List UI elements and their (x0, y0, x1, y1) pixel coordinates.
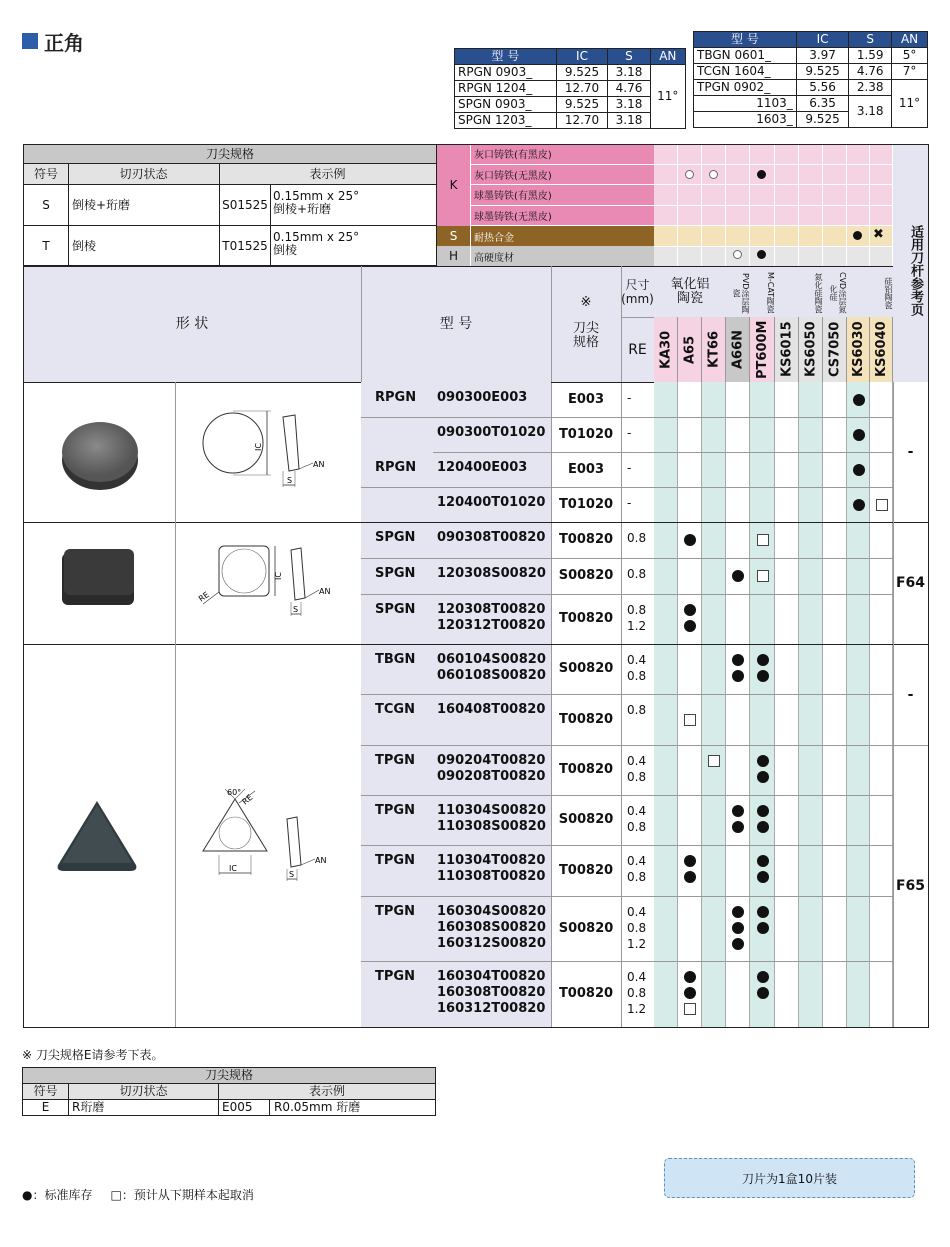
svg-text:AN: AN (319, 587, 331, 596)
row-model: 160304T00820 (437, 969, 546, 984)
row-edge: T01020 (558, 496, 614, 512)
pack-text: 刀片为1盒10片装 (742, 1171, 837, 1186)
grade-ks6015: KS6015 (779, 321, 795, 378)
th-s: S (608, 49, 650, 65)
grade-kt66: KT66 (706, 330, 722, 369)
th-an: AN (650, 49, 685, 65)
row-model: 060104S00820 (437, 652, 546, 667)
row-re: 0.4 (627, 804, 647, 818)
svg-text:RE: RE (240, 792, 255, 807)
row-model: 090300E003 (437, 390, 528, 405)
row-model: 090204T00820 (437, 753, 546, 768)
header-note: ※ (580, 295, 592, 310)
th-ex: 表示例 (219, 1084, 436, 1100)
row-re: 1.2 (627, 619, 647, 633)
title-text: 正角 (44, 30, 84, 55)
cell-code: E005 (222, 1100, 270, 1115)
svg-text:IC: IC (254, 443, 263, 451)
cell: RPGN 1204_ (455, 81, 557, 97)
cell: SPGN 1203_ (455, 113, 557, 129)
cell: SPGN 0903_ (455, 97, 557, 113)
header-shape: 形 状 (175, 316, 209, 332)
legend-standard: ●：标准库存 (22, 1188, 93, 1202)
row-model: 120400T01020 (437, 495, 546, 510)
mat-h-item: 高硬度材 (474, 252, 514, 264)
row-model: 160308S00820 (437, 920, 546, 935)
cell: 9.525 (556, 65, 608, 81)
svg-text:RE: RE (196, 590, 211, 604)
holder-page-r: - (907, 444, 914, 460)
row-re: 0.8 (627, 669, 647, 683)
row-model: 120400E003 (437, 460, 528, 475)
cell-s: 3.18 (849, 96, 892, 128)
row-re: 0.4 (627, 970, 647, 984)
row-re: 0.8 (627, 986, 647, 1000)
mat-k-item: 球墨铸铁(有黑皮) (470, 185, 654, 206)
row-re: 0.8 (627, 703, 647, 717)
svg-text:AN: AN (313, 460, 325, 469)
row-re: 0.8 (627, 531, 647, 545)
header-cvd: CVD涂层氮化硅 (829, 272, 847, 314)
th-symbol: 符号 (33, 167, 58, 181)
holder-page-tp: F65 (895, 878, 926, 894)
row-re: 0.8 (627, 870, 647, 884)
row-model: 120308T00820 (437, 602, 546, 617)
header-alumina: 氧化铝 陶瓷 (670, 277, 710, 306)
e-table-title: 刀尖规格 (23, 1068, 436, 1084)
th-state: 切刃状态 (69, 1084, 219, 1100)
square-insert-drawing (195, 538, 345, 623)
row-model: 120312T00820 (437, 618, 546, 633)
svg-text:S: S (293, 605, 299, 614)
pack-note (664, 1158, 915, 1198)
row-edge: S00820 (558, 812, 614, 827)
cell: TPGN 0902_ (694, 80, 797, 96)
cell: 9.525 (796, 64, 849, 80)
cell: TCGN 1604_ (694, 64, 797, 80)
th-s: S (849, 32, 892, 48)
header-sin: 氮化硅陶瓷 (814, 273, 823, 313)
row-series: SPGN (375, 602, 416, 617)
mat-s-item: 耐热合金 (474, 232, 514, 244)
row-series: TPGN (375, 904, 415, 919)
round-insert-image (55, 410, 145, 495)
svg-text:AN: AN (315, 856, 327, 865)
holder-page-tb: - (907, 686, 914, 703)
header-pvd: PVD涂层陶瓷 (732, 272, 750, 314)
row-series: TPGN (375, 853, 415, 868)
edge-sym: S (42, 198, 50, 212)
row-model: 060108S00820 (437, 668, 546, 683)
th-example: 表示例 (309, 167, 346, 181)
th-model: 型 号 (455, 49, 557, 65)
svg-text:S: S (289, 870, 295, 879)
row-model: 110308S00820 (437, 819, 546, 834)
round-insert-drawing (195, 405, 345, 495)
header-model: 型 号 (439, 316, 473, 332)
row-series: TPGN (375, 753, 415, 768)
cell: 3.97 (796, 48, 849, 64)
th-state: 切刃状态 (119, 167, 168, 181)
row-edge: T00820 (558, 986, 614, 1001)
edge-ex1: 0.15mm x 25° (273, 189, 360, 203)
mat-h-label: H (448, 249, 459, 263)
cell: 3.18 (608, 65, 650, 81)
footnote: ※ 刀尖规格E请参考下表。 (22, 1048, 164, 1062)
row-re: 1.2 (627, 1002, 647, 1016)
triangle-insert-image (52, 795, 142, 875)
edge-ex2: 倒棱+珩磨 (273, 202, 332, 216)
th-ic: IC (796, 32, 849, 48)
cross-mark-icon: ✖ (873, 227, 884, 242)
holder-page-s: F64 (895, 575, 926, 591)
cell: 12.70 (556, 81, 608, 97)
cell-an: 11° (892, 80, 928, 128)
row-model: 110308T00820 (437, 869, 546, 884)
grade-ks6050: KS6050 (803, 321, 819, 378)
grade-pt600m: PT600M (755, 320, 770, 379)
header-mcat: M-CAT陶瓷 (766, 272, 775, 314)
cell: 1.59 (849, 48, 892, 64)
svg-text:IC: IC (274, 572, 283, 580)
svg-text:60°: 60° (227, 788, 242, 797)
row-edge: T00820 (558, 711, 614, 727)
row-edge: S00820 (558, 568, 614, 583)
cell: 1103_ (694, 96, 797, 112)
mat-k-item: 球墨铸铁(无黑皮) (470, 206, 654, 227)
e-edge-table (22, 1067, 436, 1116)
mat-k-item: 灰口铸铁(有黑皮) (470, 144, 654, 165)
row-edge: T00820 (558, 532, 614, 547)
cell: 3.18 (608, 113, 650, 129)
row-series: SPGN (375, 530, 416, 545)
row-re: 0.8 (627, 603, 647, 617)
legend (22, 1186, 254, 1203)
row-model: 110304S00820 (437, 803, 546, 818)
cell: E (23, 1100, 69, 1116)
row-series: TPGN (375, 803, 415, 818)
cell: 3.18 (608, 97, 650, 113)
row-model: 090308T00820 (437, 530, 546, 545)
cell: 4.76 (608, 81, 650, 97)
grade-ka30: KA30 (658, 330, 674, 369)
th-an: AN (892, 32, 928, 48)
row-model: 090208T00820 (437, 769, 546, 784)
th-ic: IC (556, 49, 608, 65)
header-sialon: 硅铝陶瓷 (884, 277, 893, 309)
edge-state: 倒棱+珩磨 (72, 198, 131, 212)
edge-table-title: 刀尖规格 (205, 147, 254, 161)
row-model: 160312S00820 (437, 936, 546, 951)
row-model: 120308S00820 (437, 566, 546, 581)
outer-border (23, 144, 929, 1028)
row-re: 0.8 (627, 921, 647, 935)
row-re: 0.8 (627, 770, 647, 784)
row-model: 160308T00820 (437, 985, 546, 1000)
th-model: 型 号 (694, 32, 797, 48)
grade-ks6030: KS6030 (851, 321, 866, 378)
cell-an: 11° (650, 65, 685, 129)
legend-cancel: □：预计从下期样本起取消 (110, 1188, 254, 1202)
th-sym: 符号 (23, 1084, 69, 1100)
edge-code: T01525 (222, 239, 268, 253)
edge-code: S01525 (222, 198, 268, 212)
row-series: SPGN (375, 566, 416, 581)
row-re: - (627, 426, 632, 440)
mat-k-item: 灰口铸铁(无黑皮) (470, 165, 654, 186)
row-edge: T00820 (558, 862, 614, 878)
edge-ex1: 0.15mm x 25° (273, 230, 360, 244)
row-re: 0.4 (627, 854, 647, 868)
row-model: 110304T00820 (437, 853, 546, 868)
grade-ks6040: KS6040 (874, 321, 889, 378)
cell: RPGN 0903_ (455, 65, 557, 81)
row-model: 090300T01020 (437, 425, 546, 440)
row-model: 160312T00820 (437, 1001, 546, 1016)
header-re: RE (628, 342, 647, 358)
row-edge: E003 (567, 391, 605, 407)
edge-sym: T (42, 239, 50, 253)
row-edge: T00820 (558, 611, 614, 626)
mat-k-label: K (449, 178, 458, 192)
row-series: TCGN (375, 702, 415, 717)
cell: 7° (892, 64, 928, 80)
square-insert-image (58, 545, 140, 610)
cell: TBGN 0601_ (694, 48, 797, 64)
row-edge: T00820 (558, 762, 614, 777)
svg-text:S: S (287, 476, 293, 485)
row-re: - (627, 391, 632, 405)
mat-s-label: S (449, 229, 458, 243)
row-re: 1.2 (627, 937, 647, 951)
header-edge: 刀尖 规格 (572, 321, 599, 350)
header-size: 尺寸 (mm) (621, 278, 654, 306)
row-series: RPGN (375, 390, 417, 405)
cell: 5° (892, 48, 928, 64)
row-re: 0.8 (627, 820, 647, 834)
holder-header: 适用刀杆参考页 (908, 224, 923, 316)
grade-a65: A65 (682, 335, 698, 364)
cell: 9.525 (556, 97, 608, 113)
edge-ex2: 倒棱 (273, 243, 298, 257)
grade-a66n: A66N (730, 329, 746, 370)
row-re: 0.4 (627, 905, 647, 919)
cell: 2.38 (849, 80, 892, 96)
triangle-insert-drawing (195, 785, 345, 885)
svg-text:IC: IC (229, 864, 237, 873)
cell: 5.56 (796, 80, 849, 96)
row-edge: T01020 (558, 426, 614, 442)
row-edge: S00820 (558, 661, 614, 676)
row-re: - (627, 461, 632, 475)
edge-state: 倒棱 (72, 239, 97, 253)
row-edge: S00820 (558, 920, 614, 936)
cell: 6.35 (796, 96, 849, 112)
cell-ex: R0.05mm 珩磨 (274, 1100, 361, 1114)
cell: R珩磨 (69, 1100, 219, 1116)
row-re: 0.8 (627, 567, 647, 581)
cell: 4.76 (849, 64, 892, 80)
grade-cs7050: CS7050 (827, 321, 843, 378)
row-model: 160408T00820 (437, 702, 546, 717)
row-series: RPGN (375, 460, 417, 475)
row-series: TBGN (375, 652, 416, 667)
row-re: 0.4 (627, 653, 647, 667)
row-re: 0.4 (627, 754, 647, 768)
cell: 12.70 (556, 113, 608, 129)
cell: 9.525 (796, 112, 849, 128)
row-re: - (627, 496, 632, 510)
row-series: TPGN (375, 969, 415, 984)
row-model: 160304S00820 (437, 904, 546, 919)
cell: 1603_ (694, 112, 797, 128)
row-edge: E003 (567, 461, 605, 477)
